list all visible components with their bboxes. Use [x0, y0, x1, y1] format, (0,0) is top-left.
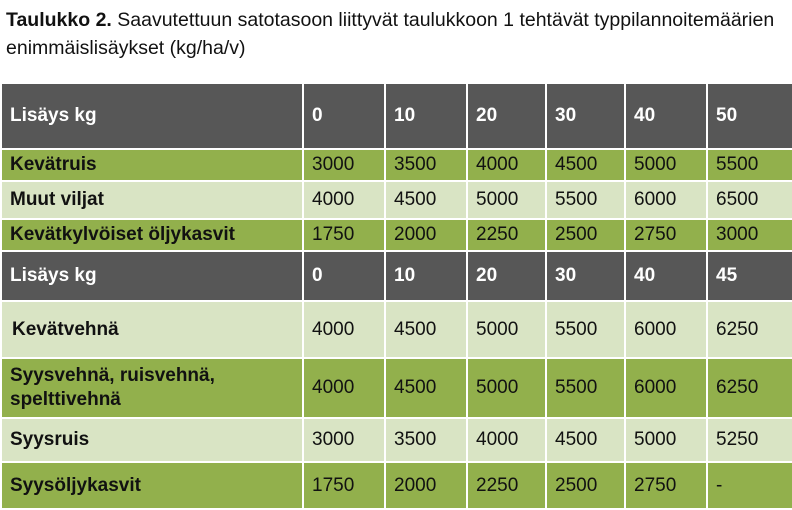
value-cell: 1750	[303, 219, 385, 251]
crop-name: Kevätvehnä	[1, 301, 303, 358]
fertilizer-table	[0, 82, 792, 510]
value-cell: 5250	[707, 418, 792, 462]
value-cell: 5000	[467, 181, 546, 219]
value-cell: 5000	[625, 418, 707, 462]
value-cell: 5500	[546, 181, 625, 219]
table2-header-cell: 30	[546, 251, 625, 301]
table1-header-cell: 10	[385, 83, 467, 149]
value-cell: 6000	[625, 301, 707, 358]
table1-header-cell: 30	[546, 83, 625, 149]
table-row	[1, 149, 792, 181]
caption-text: Saavutettuun satotasoon liittyvät taulukkoon 1 tehtävät typpilannoitemäärien enimmäislisäykset (kg/ha/v)	[6, 9, 775, 59]
value-cell: 2000	[385, 462, 467, 509]
value-cell: 1750	[303, 462, 385, 509]
table1-header-cell: 0	[303, 83, 385, 149]
value-cell: 3000	[303, 149, 385, 181]
value-cell: 5000	[467, 358, 546, 418]
value-cell: 4500	[385, 358, 467, 418]
table2-header-cell: 0	[303, 251, 385, 301]
crop-name: Syysvehnä, ruisvehnä, spelttivehnä	[1, 358, 303, 418]
value-cell: 5500	[546, 301, 625, 358]
value-cell: 2250	[467, 219, 546, 251]
value-cell: 5000	[625, 149, 707, 181]
table-row	[1, 219, 792, 251]
value-cell: 4000	[303, 358, 385, 418]
table1-header-cell: 50	[707, 83, 792, 149]
table2-header-cell: 40	[625, 251, 707, 301]
value-cell: 4500	[385, 181, 467, 219]
value-cell: 2000	[385, 219, 467, 251]
value-cell: 6500	[707, 181, 792, 219]
value-cell: 4000	[303, 181, 385, 219]
value-cell: 3000	[303, 418, 385, 462]
value-cell: 6250	[707, 301, 792, 358]
value-cell: 4500	[385, 301, 467, 358]
value-cell: 4500	[546, 149, 625, 181]
value-cell: 3500	[385, 418, 467, 462]
table-row	[1, 462, 792, 509]
value-cell: 3500	[385, 149, 467, 181]
value-cell: 2750	[625, 219, 707, 251]
value-cell: 6000	[625, 358, 707, 418]
value-cell: 2750	[625, 462, 707, 509]
crop-name: Syysruis	[1, 418, 303, 462]
value-cell: 4000	[467, 149, 546, 181]
value-cell: 2500	[546, 219, 625, 251]
table-row	[1, 418, 792, 462]
table-row	[1, 181, 792, 219]
table-row	[1, 358, 792, 418]
value-cell: 6000	[625, 181, 707, 219]
table2-header-row	[1, 251, 792, 301]
value-cell: 4000	[467, 418, 546, 462]
table1-header-row	[1, 83, 792, 149]
value-cell: 2250	[467, 462, 546, 509]
table2-header-cell: 20	[467, 251, 546, 301]
crop-name: Kevätruis	[1, 149, 303, 181]
table2-header-cell: 45	[707, 251, 792, 301]
value-cell: 5500	[546, 358, 625, 418]
caption-prefix: Taulukko 2.	[6, 9, 112, 31]
table-caption	[6, 6, 786, 62]
table2-header-label: Lisäys kg	[1, 251, 303, 301]
value-cell: 4500	[546, 418, 625, 462]
value-cell: 2500	[546, 462, 625, 509]
table1-header-label: Lisäys kg	[1, 83, 303, 149]
value-cell: 6250	[707, 358, 792, 418]
crop-name: Muut viljat	[1, 181, 303, 219]
table2-header-cell: 10	[385, 251, 467, 301]
value-cell: 3000	[707, 219, 792, 251]
value-cell: 5000	[467, 301, 546, 358]
value-cell: 5500	[707, 149, 792, 181]
value-cell: 4000	[303, 301, 385, 358]
crop-name: Kevätkylvöiset öljykasvit	[1, 219, 303, 251]
table-row	[1, 301, 792, 358]
crop-name: Syysöljykasvit	[1, 462, 303, 509]
table1-header-cell: 40	[625, 83, 707, 149]
value-cell: -	[707, 462, 792, 509]
table1-header-cell: 20	[467, 83, 546, 149]
